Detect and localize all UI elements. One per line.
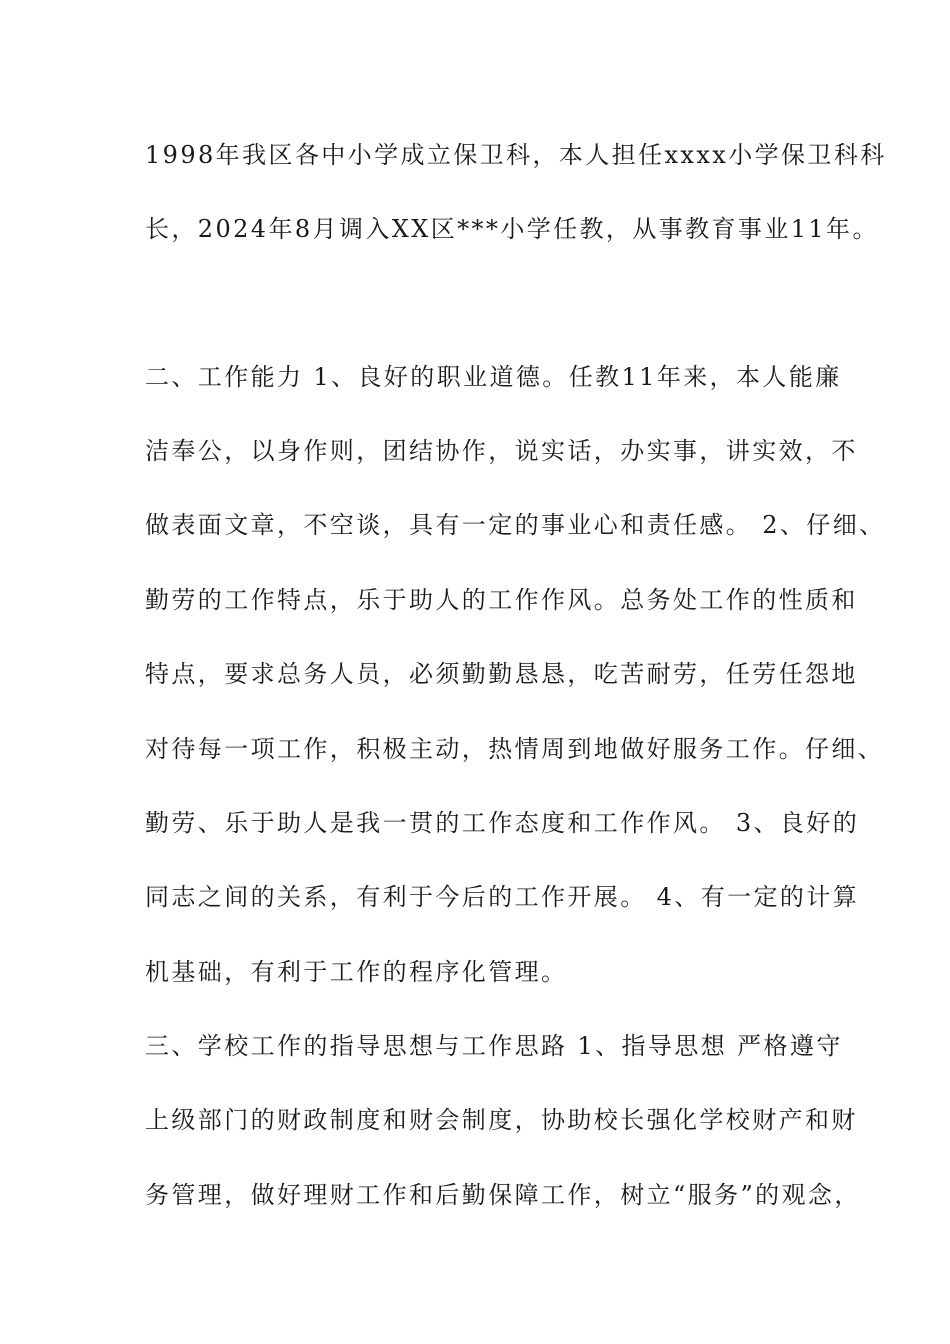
text-line: 勤劳的工作特点，乐于助人的工作作风。总务处工作的性质和	[145, 586, 858, 614]
text-line: 同志之间的关系，有利于今后的工作开展。 4、有一定的计算	[145, 883, 860, 911]
text-line: 上级部门的财政制度和财会制度，协助校长强化学校财产和财	[145, 1106, 858, 1134]
text-line: 务管理，做好理财工作和后勤保障工作，树立“服务”的观念，	[145, 1181, 861, 1209]
text-line: 机基础，有利于工作的程序化管理。	[145, 958, 568, 986]
section-heading-line: 二、工作能力 1、良好的职业道德。任教11年来，本人能廉	[145, 363, 842, 391]
text-line: 长，2024年8月调入XX区***小学任教，从事教育事业11年。	[145, 215, 879, 243]
section-heading-line: 三、学校工作的指导思想与工作思路 1、指导思想 严格遵守	[145, 1032, 843, 1060]
text-line: 特点，要求总务人员，必须勤勤恳恳，吃苦耐劳，任劳任怨地	[145, 660, 858, 688]
text-line: 对待每一项工作，积极主动，热情周到地做好服务工作。仔细、	[145, 735, 885, 763]
text-line: 洁奉公，以身作则，团结协作，说实话，办实事，讲实效，不	[145, 437, 858, 465]
text-line: 做表面文章，不空谈，具有一定的事业心和责任感。 2、仔细、	[145, 511, 886, 539]
text-line: 1998年我区各中小学成立保卫科，本人担任xxxx小学保卫科科	[145, 141, 887, 169]
text-line: 勤劳、乐于助人是我一贯的工作态度和工作作风。 3、良好的	[145, 809, 860, 837]
